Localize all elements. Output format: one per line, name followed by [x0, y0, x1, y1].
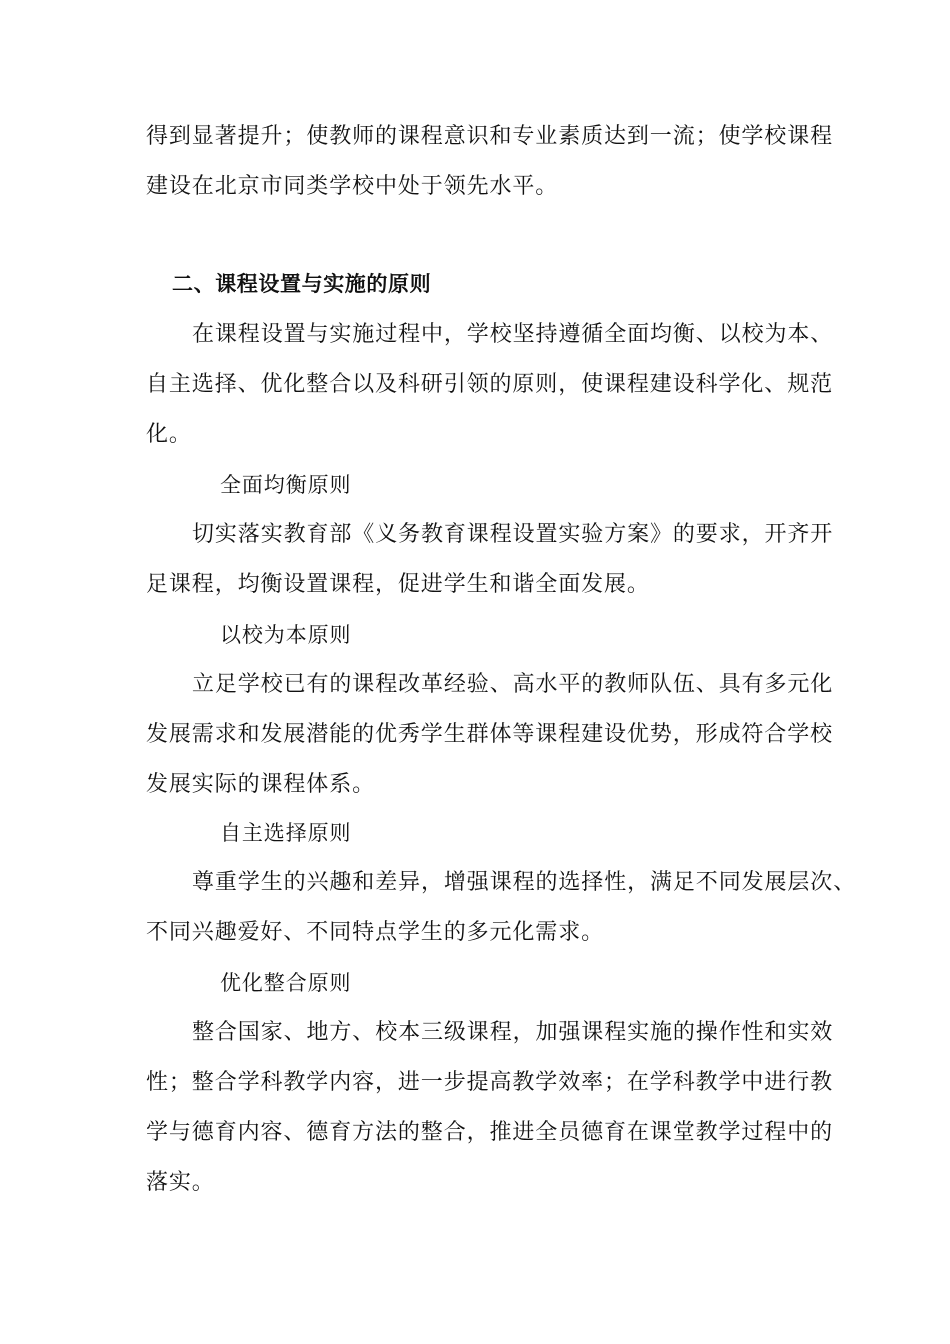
- paragraph-line: 整合国家、地方、校本三级课程，加强课程实施的操作性和实效: [192, 1020, 834, 1045]
- section-heading: 二、课程设置与实施的原则: [172, 272, 432, 296]
- paragraph-line: 足课程，均衡设置课程，促进学生和谐全面发展。: [146, 572, 650, 597]
- paragraph-line: 化。: [146, 422, 192, 447]
- paragraph-line: 发展实际的课程体系。: [146, 772, 376, 797]
- paragraph-line: 在课程设置与实施过程中，学校坚持遵循全面均衡、以校为本、: [192, 322, 834, 347]
- principle-title: 以校为本原则: [220, 623, 352, 647]
- principle-title: 全面均衡原则: [220, 473, 352, 497]
- principle-title: 优化整合原则: [220, 971, 352, 995]
- paragraph-line: 学与德育内容、德育方法的整合，推进全员德育在课堂教学过程中的: [146, 1120, 834, 1145]
- paragraph-line: 切实落实教育部《义务教育课程设置实验方案》的要求，开齐开: [192, 522, 834, 547]
- paragraph-line: 发展需求和发展潜能的优秀学生群体等课程建设优势，形成符合学校: [146, 722, 834, 747]
- paragraph-line: 性；整合学科教学内容，进一步提高教学效率；在学科教学中进行教: [146, 1070, 834, 1095]
- principle-title: 自主选择原则: [220, 821, 352, 845]
- paragraph-line: 立足学校已有的课程改革经验、高水平的教师队伍、具有多元化: [192, 672, 834, 697]
- paragraph-line: 尊重学生的兴趣和差异，增强课程的选择性，满足不同发展层次、: [192, 870, 857, 895]
- paragraph-line: 自主选择、优化整合以及科研引领的原则，使课程建设科学化、规范: [146, 372, 834, 397]
- paragraph-line: 不同兴趣爱好、不同特点学生的多元化需求。: [146, 920, 605, 945]
- paragraph-line: 得到显著提升；使教师的课程意识和专业素质达到一流；使学校课程: [146, 124, 834, 149]
- paragraph-line: 落实。: [146, 1170, 215, 1195]
- paragraph-line: 建设在北京市同类学校中处于领先水平。: [146, 174, 559, 199]
